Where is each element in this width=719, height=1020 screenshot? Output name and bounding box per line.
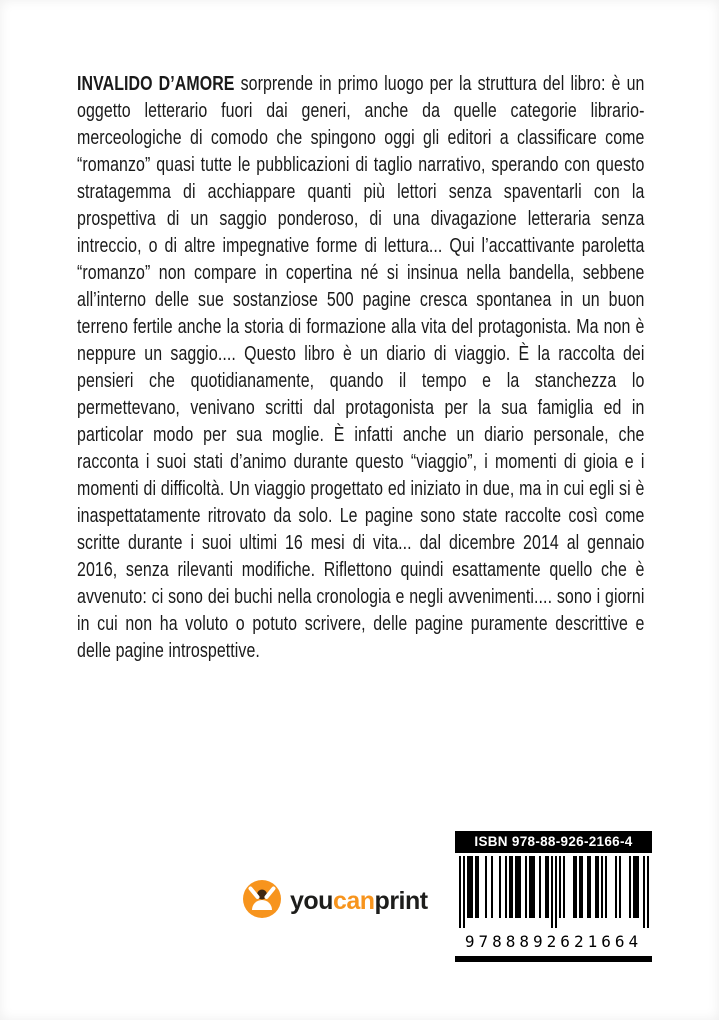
isbn-label: ISBN 978-88-926-2166-4 <box>474 834 633 849</box>
title-lead-text: INVALIDO D’AMORE <box>77 73 235 95</box>
publisher-name-print: print <box>374 887 428 915</box>
back-cover-paragraph <box>77 71 644 665</box>
barcode-panel <box>455 853 652 956</box>
back-cover-text-block <box>77 71 644 665</box>
publisher-name <box>290 887 428 916</box>
publisher-name-you: you <box>290 887 333 915</box>
isbn-barcode-block <box>455 831 652 962</box>
youcanprint-logo-icon <box>242 879 282 924</box>
ean13-barcode <box>455 856 652 928</box>
publisher-logo <box>242 879 428 924</box>
publisher-name-can: can <box>332 887 375 915</box>
description-text: sorprende in primo luogo per la struttura del libro: è un oggetto letterario fuori dai generi, anche da quelle categorie librario-merceologiche di comodo che spingono oggi gli editori a classificare come “romanzo” quasi tutte le pubblicazioni di taglio narrativo, sperando con questo stratagemma di acchiappare quanti più lettori senza spaventarli con la prospettiva di un saggio ponderoso, di una divagazione letteraria senza intreccio, o di altre impegnative forme di lettura... Qui l’accattivante paroletta “romanzo” non compare in copertina né si insinua nella bandella, sebbene all’interno delle sue sostanziose 500 pagine cresca spontanea in un buon terreno fertile anche la storia di formazione alla vita del protagonista. Ma non è neppure un saggio.... Questo libro è un diario di viaggio. È la raccolta dei pensieri che quotidianamente, quando il tempo e la stanchezza lo permettevano, venivano scritti dal protagonista per la sua famiglia ed in particolar modo per sua moglie. È infatti anche un diario personale, che racconta i suoi stati d’animo durante questo “viaggio”, i momenti di gioia e i momenti di difficoltà. Un viaggio progettato ed iniziato in due, ma in cui egli si è inaspettatamente ritrovato da solo. Le pagine sono state raccolte così come scritte durante i suoi ultimi 16 mesi di vita... dal dicembre 2014 al gennaio 2016, senza rilevanti modifiche. Riflettono quindi esattamente quello che è avvenuto: ci sono dei buchi nella cronologia e negli avvenimenti.... sono i giorni in cui non ha voluto o potuto scrivere, delle pagine puramente descrittive e delle pagine introspettive. <box>77 73 645 662</box>
barcode-digits: 9788892621664 <box>464 932 643 951</box>
